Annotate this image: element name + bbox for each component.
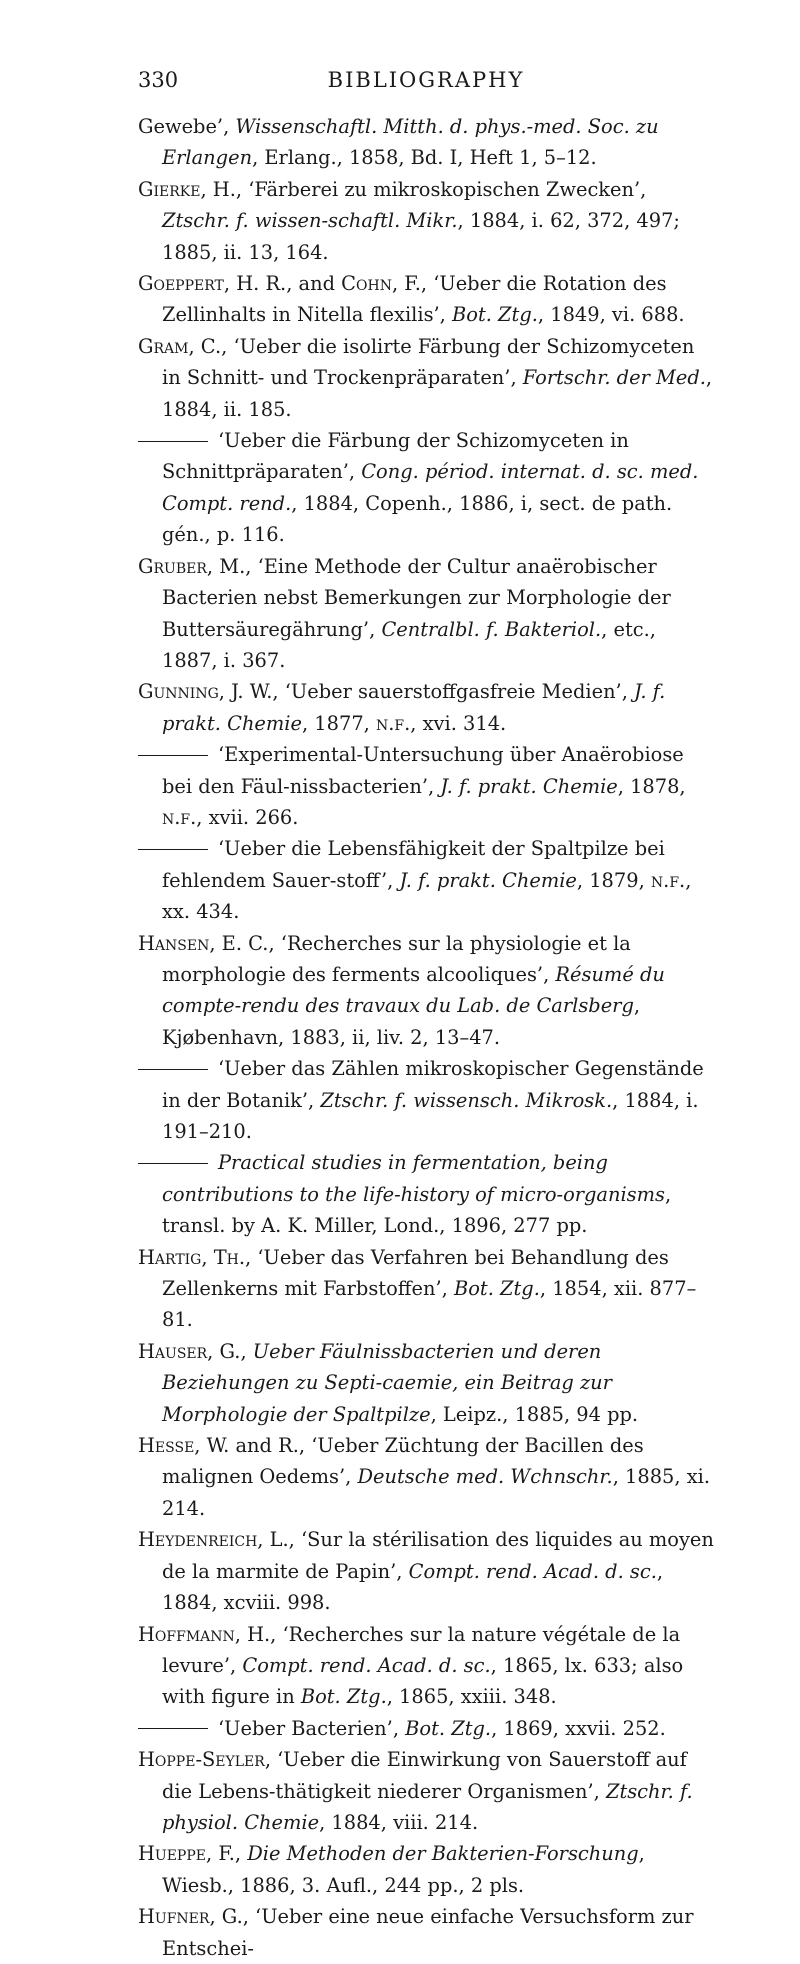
entry-title-italic: Deutsche med. Wchnschr. (357, 1465, 613, 1489)
entry-text: , H. R., and (223, 272, 342, 296)
entry-title-italic: Ztschr. f. physiol. Chemie (162, 1779, 693, 1834)
entry-text: , F., ‘Ueber die Rotation des Zellinhalts in Nitella flexilis’, (162, 272, 667, 327)
entry-text: , etc., 1887, i. 367. (162, 617, 656, 672)
entry-text: , F., (206, 1842, 248, 1866)
entry-text: ‘Ueber das Zählen mikroskopischer Gegenstände in der Botanik’, (162, 1057, 704, 1112)
entry-title-italic: Fortschr. der Med. (522, 366, 706, 390)
entry-text: , 1869, xxvii. 252. (491, 1716, 666, 1740)
bibliography-entry (138, 331, 714, 425)
entry-title-italic: Centralbl. f. Bakteriol. (381, 617, 602, 641)
entry-author: Hansen (138, 931, 210, 955)
entry-text: , 1865, lx. 633; also with figure in (162, 1653, 684, 1709)
entry-text: , Kjøbenhavn, 1883, ii, liv. 2, 13–47. (162, 994, 641, 1049)
entry-text: , ‘Ueber das Verfahren bei Behandlung des Zellenkerns mit Farbstoffen’, (162, 1245, 669, 1301)
bibliography-entry (138, 1430, 714, 1524)
entry-text: , Wiesb., 1886, 3. Aufl., 244 pp., 2 pls. (162, 1842, 645, 1897)
entry-author: Hoffmann (138, 1622, 235, 1646)
entry-text: , xx. 434. (162, 868, 692, 924)
entry-text: , J. W., ‘Ueber sauerstoffgasfreie Medien’, (218, 680, 635, 704)
entry-text: , ‘Ueber die Einwirkung von Sauerstoff auf die Lebens-thätigkeit niederer Organismen’, (162, 1748, 687, 1803)
running-head: BIBLIOGRAPHY (327, 68, 525, 92)
entry-text: , 1849, vi. 688. (537, 303, 685, 327)
bibliography-entry (138, 551, 714, 677)
entry-title-italic: J. f. prakt. Chemie (440, 774, 618, 798)
entry-author: Gruber (138, 554, 207, 578)
bibliography-entry (138, 676, 714, 739)
entry-title-italic: Wissenschaftl. Mitth. d. phys.-med. Soc. zu Erlangen (162, 115, 659, 170)
ditto-dash (138, 441, 208, 442)
entry-author: Gunning (138, 680, 219, 704)
entry-text: , 1884, xcviii. 998. (162, 1559, 664, 1615)
bibliography-entry (138, 739, 714, 833)
entry-text: , Erlang., 1858, Bd. I, Heft 1, 5–12. (252, 146, 597, 170)
entry-text: Cohn (341, 272, 392, 296)
entry-title-italic: Cong. périod. internat. d. sc. med. Compt. rend. (162, 460, 699, 515)
entry-text: , L., ‘Sur la stérilisation des liquides au moyen de la marmite de Papin’, (162, 1528, 714, 1583)
entry-text: ‘Ueber Bacterien’, (218, 1716, 406, 1740)
ditto-dash (138, 755, 208, 756)
entry-text: , G., (207, 1339, 253, 1363)
entry-title-italic: Compt. rend. Acad. d. sc. (242, 1653, 491, 1677)
bibliography-entry (138, 1619, 714, 1713)
entry-text: n.f. (376, 711, 411, 735)
bibliography-entry (138, 1901, 714, 1964)
entry-text: , 1884, ii. 185. (162, 366, 713, 421)
entry-text: ‘Ueber die Lebensfähigkeit der Spaltpilze bei fehlendem Sauer-stoff’, (162, 837, 665, 892)
entry-text: , M., ‘Eine Methode der Cultur anaërobischer Bacterien nebst Bemerkungen zur Morphologie der Buttersäuregährung’, (162, 554, 671, 641)
bibliography-entry (138, 1053, 714, 1147)
entry-text: , transl. by A. K. Miller, Lond., 1896, 277 pp. (162, 1182, 672, 1238)
entry-title-italic: J. f. prakt. Chemie (162, 680, 666, 735)
entry-author: Hueppe (138, 1842, 206, 1866)
bibliography-list (138, 111, 714, 1964)
entry-text: ‘Ueber die Färbung der Schizomyceten in Schnittpräparaten’, (162, 429, 629, 484)
entry-author: Gram (138, 334, 189, 358)
entry-text: , 1879, (576, 868, 651, 892)
entry-text: , H., ‘Recherches sur la nature végétale de la levure’, (162, 1622, 681, 1677)
entry-title-italic: J. f. prakt. Chemie (399, 868, 577, 892)
entry-text: , xvii. 266. (196, 805, 299, 829)
entry-text: , 1865, xxiii. 348. (386, 1685, 557, 1709)
entry-text: , xvi. 314. (410, 711, 507, 735)
entry-author: Hesse (138, 1434, 195, 1458)
entry-text: n.f. (650, 868, 686, 892)
bibliography-entry (138, 1242, 714, 1336)
entry-author: Gierke (138, 177, 201, 201)
entry-text: , C., ‘Ueber die isolirte Färbung der Schizomyceten in Schnitt- und Trockenpräparaten’, (162, 334, 695, 390)
ditto-dash (138, 849, 208, 850)
entry-text: , E. C., ‘Recherches sur la physiologie et la morphologie des ferments alcooliques’, (162, 931, 631, 986)
entry-text: , 1877, (301, 711, 376, 735)
entry-title-italic: Compt. rend. Acad. d. sc. (408, 1559, 657, 1583)
bibliography-entry (138, 1713, 714, 1744)
ditto-dash (138, 1069, 208, 1070)
bibliography-entry (138, 111, 714, 174)
entry-text: , 1885, xi. 214. (162, 1465, 710, 1520)
entry-author: Hoppe-Seyler (138, 1748, 265, 1772)
entry-text: , 1884, viii. 214. (319, 1810, 479, 1834)
entry-text: , 1878, (617, 774, 686, 798)
entry-title-italic: Ueber Fäulnissbacterien und deren Beziehungen zu Septi-caemie, ein Beitrag zur Morphologie der Spaltpilze (162, 1339, 612, 1426)
ditto-dash (138, 1163, 208, 1164)
entry-author: Hufner (138, 1905, 210, 1929)
bibliography-entry (138, 268, 714, 331)
entry-text: , G., ‘Ueber eine neue einfache Versuchsform zur Entschei- (162, 1905, 694, 1960)
bibliography-entry (138, 833, 714, 927)
entry-text: , (201, 1245, 214, 1269)
entry-text: Gewebe’, (138, 115, 236, 138)
entry-text: , H., ‘Färberei zu mikroskopischen Zwecken’, (200, 177, 647, 201)
entry-title-italic: Die Methoden der Bakterien-Forschung (247, 1842, 639, 1866)
entry-title-italic: Practical studies in fermentation, being contributions to the life-history of micro-organisms (162, 1151, 665, 1206)
bibliography-entry (138, 425, 714, 551)
entry-title-italic: Bot. Ztg. (300, 1685, 387, 1709)
bibliography-entry (138, 1838, 714, 1901)
ditto-dash (138, 1728, 208, 1729)
entry-title-italic: Bot. Ztg. (405, 1716, 492, 1740)
entry-author: Hauser (138, 1339, 208, 1363)
entry-text: Th. (213, 1245, 246, 1269)
bibliography-entry (138, 174, 714, 268)
entry-text: , 1884, Copenh., 1886, i, sect. de path. gén., p. 116. (162, 491, 673, 547)
page-number: 330 (138, 68, 179, 92)
entry-author: Goeppert (138, 272, 224, 296)
entry-title-italic: Ztschr. f. wissensch. Mikrosk. (320, 1088, 613, 1112)
entry-text: ‘Experimental-Untersuchung über Anaërobiose bei den Fäul-nissbacterien’, (162, 743, 684, 798)
entry-text: , Leipz., 1885, 94 pp. (430, 1402, 639, 1426)
entry-text: n.f. (162, 805, 197, 829)
bibliography-entry (138, 1744, 714, 1838)
bibliography-entry (138, 1524, 714, 1618)
bibliography-entry (138, 1147, 714, 1241)
entry-text: , 1854, xii. 877–81. (162, 1277, 697, 1332)
entry-text: , W. and R., ‘Ueber Züchtung der Bacillen des malignen Oedems’, (162, 1434, 644, 1489)
entry-text: , 1884, i. 62, 372, 497; 1885, ii. 13, 164. (162, 209, 680, 264)
entry-title-italic: Résumé du compte-rendu des travaux du Lab. de Carlsberg (162, 962, 665, 1018)
entry-title-italic: Bot. Ztg. (452, 303, 538, 327)
entry-author: Hartig (138, 1245, 202, 1269)
bibliography-entry (138, 1336, 714, 1430)
bibliography-entry (138, 928, 714, 1054)
entry-text: , 1884, i. 191–210. (162, 1088, 699, 1143)
entry-title-italic: Ztschr. f. wissen-schaftl. Mikr. (162, 209, 458, 233)
entry-author: Heydenreich (138, 1528, 258, 1552)
entry-title-italic: Bot. Ztg. (454, 1277, 540, 1301)
page-header (138, 68, 714, 104)
